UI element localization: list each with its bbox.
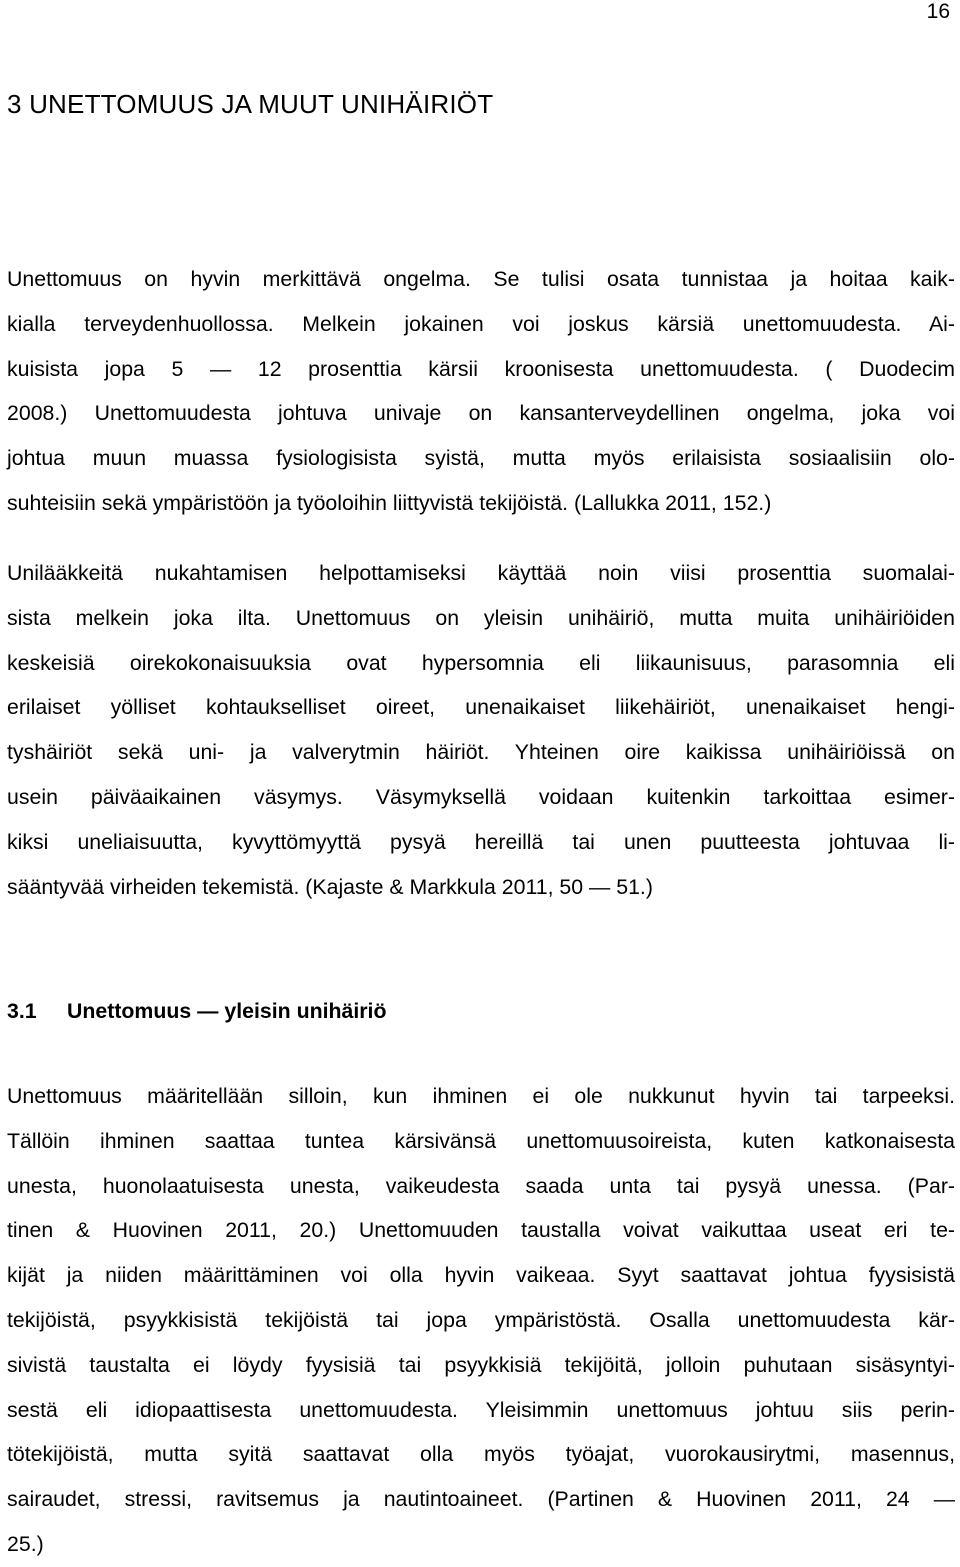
text-line: tekijöistä, psyykkisistä tekijöistä tai jopa ympäristöstä. Osalla unettomuudesta kär- [7, 1307, 955, 1332]
section-heading [7, 994, 387, 1028]
text-line: 25.) [7, 1531, 44, 1556]
text-line: sista melkein joka ilta. Unettomuus on yleisin unihäiriö, mutta muita unihäiriöiden [7, 605, 955, 630]
text-line: suhteisiin sekä ympäristöön ja työoloihin liittyvistä tekijöistä. (Lallukka 2011, 152.) [7, 490, 772, 515]
text-line: sivistä taustalta ei löydy fyysisiä tai psyykkisiä tekijöitä, jolloin puhutaan sisäsyntyi- [7, 1352, 955, 1377]
text-line: Unettomuus määritellään silloin, kun ihminen ei ole nukkunut hyvin tai tarpeeksi. [7, 1084, 955, 1108]
text-line: Unettomuus on hyvin merkittävä ongelma. Se tulisi osata tunnistaa ja hoitaa kaik- [7, 267, 955, 291]
text-line: kijät ja niiden määrittäminen voi olla hyvin vaikeaa. Syyt saattavat johtua fyysisistä [7, 1263, 955, 1288]
text-line: 2008.) Unettomuudesta johtuva univaje on kansanterveydellinen ongelma, joka voi [7, 401, 955, 426]
text-line: tinen & Huovinen 2011, 20.) Unettomuuden taustalla voivat vaikuttaa useat eri te- [7, 1218, 955, 1243]
text-line: sairaudet, stressi, ravitsemus ja nautintoaineet. (Partinen & Huovinen 2011, 24 — [7, 1487, 955, 1512]
text-line: erilaiset yölliset kohtaukselliset oireet, unenaikaiset liikehäiriöt, unenaikaiset hengi- [7, 695, 955, 720]
section-title: Unettomuus — yleisin unihäiriö [67, 999, 387, 1023]
text-line: johtua muun muassa fysiologisista syistä, mutta myös erilaisista sosiaalisiin olo- [7, 446, 955, 471]
text-line: tyshäiriöt sekä uni- ja valverytmin häiriöt. Yhteinen oire kaikissa unihäiriöissä on [7, 740, 955, 765]
paragraph-sleep-disorders [7, 551, 955, 909]
page-number: 16 [926, 0, 950, 23]
text-line: keskeisiä oirekokonaisuuksia ovat hypersomnia eli liikaunisuus, parasomnia eli [7, 650, 955, 675]
text-line: kuisista jopa 5 — 12 prosenttia kärsii kroonisesta unettomuudesta. ( Duodecim [7, 356, 955, 381]
text-line: unesta, huonolaatuisesta unesta, vaikeudesta saada unta tai pysyä unessa. (Par- [7, 1173, 955, 1198]
text-line: sestä eli idiopaattisesta unettomuudesta. Yleisimmin unettomuus johtuu siis perin- [7, 1397, 955, 1422]
paragraph-insomnia [7, 1074, 955, 1567]
section-number: 3.1 [7, 999, 37, 1023]
text-line: usein päiväaikainen väsymys. Väsymyksellä voidaan kuitenkin tarkoittaa esimer- [7, 784, 955, 809]
text-line: Unilääkkeitä nukahtamisen helpottamiseksi käyttää noin viisi prosenttia suomalai- [7, 561, 955, 585]
chapter-heading: 3 UNETTOMUUS JA MUUT UNIHÄIRIÖT [7, 89, 494, 119]
text-line: kiksi uneliaisuutta, kyvyttömyyttä pysyä hereillä tai unen puutteesta johtuvaa li- [7, 829, 955, 854]
text-line: kialla terveydenhuollossa. Melkein jokainen voi joskus kärsiä unettomuudesta. Ai- [7, 311, 955, 336]
paragraph-intro [7, 257, 955, 526]
text-line: sääntyvää virheiden tekemistä. (Kajaste & Markkula 2011, 50 — 51.) [7, 874, 653, 899]
text-line: tötekijöistä, mutta syitä saattavat olla myös työajat, vuorokausirytmi, masennus, [7, 1442, 955, 1467]
text-line: Tällöin ihminen saattaa tuntea kärsivänsä unettomuusoireista, kuten katkonaisesta [7, 1128, 955, 1153]
